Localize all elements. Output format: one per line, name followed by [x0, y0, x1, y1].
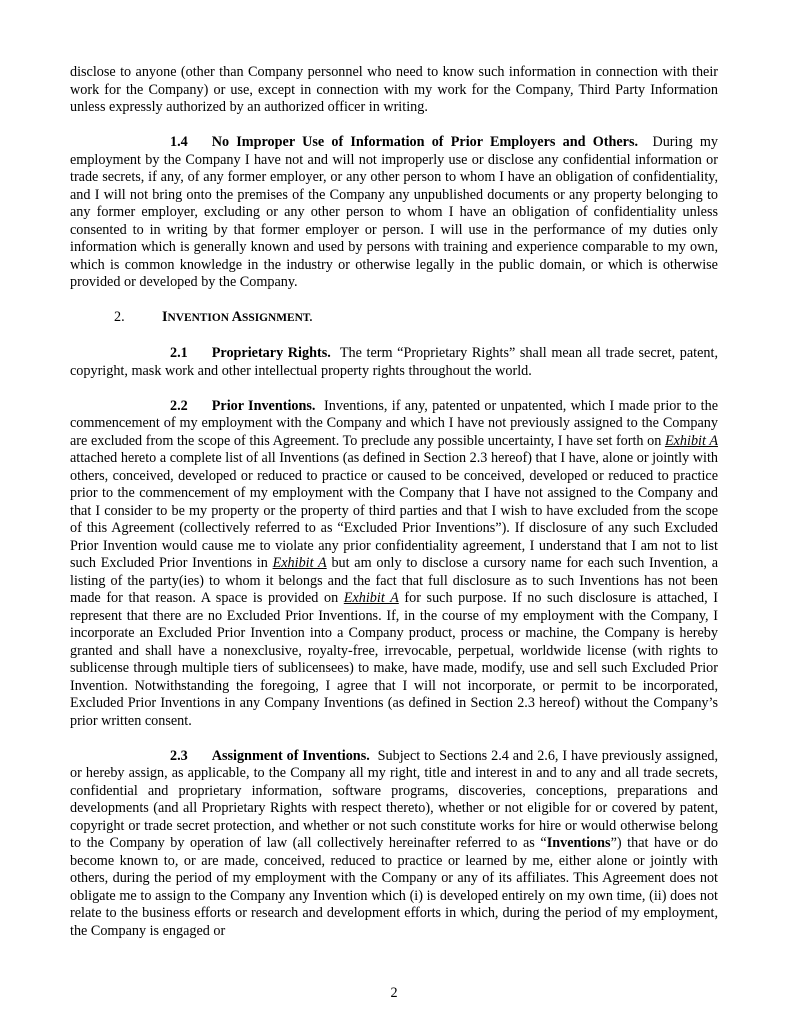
section-text: The term “Proprietary Rights” shall mean all trade secret, patent, copyright, mask work and other intellectual property rights throughout the world. [70, 345, 718, 379]
exhibit-a-reference: Exhibit A [664, 432, 718, 449]
section-2-3: 2.3 Assignment of Inventions. Subject to Sections 2.4 and 2.6, I have previously assigned, or hereby assign, as applicable, to the Company all my right, title and interest in and to any and all trade secrets, confidential and proprietary information, software programs, discoveries, conceptions, preparations and developments (and all Proprietary Rights with respect thereto), whether or not eligible for or covered by patent, copyright or trade secret protection, and whether or not such constitute works for hire or would otherwise belong to the Company by operation of law (all collectively hereinafter referred to as “Inventions”) that have or do become known to, or are made, conceived, reduced to practice or learned by me, either alone or jointly with others, during the period of my employment with the Company or any of its affiliates. This Agreement does not obligate me to assign to the Company any Invention which (i) is developed entirely on my own time, (ii) does not relate to the business efforts or research and development efforts in which, during the period of my employment, the Company is engaged or [70, 747, 719, 939]
defined-term: Inventions [546, 835, 611, 851]
section-number: 2.2 [170, 397, 188, 414]
section-heading: Assignment of Inventions. [211, 747, 370, 764]
section-number: 2.1 [170, 345, 188, 361]
document-page [70, 64, 718, 958]
page-number: 2 [390, 985, 398, 1001]
section-heading: Prior Inventions. [211, 397, 316, 414]
section-heading: Proprietary Rights. [211, 345, 331, 361]
section-2-1 [70, 345, 718, 380]
section-number: 2. [114, 309, 125, 325]
section-1-4 [70, 134, 718, 292]
section-number: 1.4 [170, 134, 188, 150]
exhibit-a-reference: Exhibit A [272, 555, 327, 571]
continuation-text: disclose to anyone (other than Company personnel who need to know such information in connection with their work for the Company) or use, except in connection with my work for the Company, Third Party Information unless expressly authorized by an authorized officer in writing. [70, 64, 718, 115]
section-text: During my employment by the Company I have not and will not improperly use or disclose any confidential information or trade secrets, if any, of any former employer, or any other person to whom I have an obligation of confidentiality, and I will not bring onto the premises of the Company any unpublished documents or any property belonging to any former employer, excluding or any other person to whom I have an obligation of confidentiality unless consented to in writing by that former employer or person. I will use in the performance of my duties only information which is generally known and used by persons with training and experience comparable to my own, which is common knowledge in the industry or otherwise legally in the public domain, or which is otherwise provided or developed by the Company. [70, 134, 719, 290]
section-heading: No Improper Use of Information of Prior Employers and Others. [211, 134, 639, 150]
section-2-title: 2. INVENTION ASSIGNMENT. [114, 309, 313, 325]
exhibit-a-reference: Exhibit A [343, 590, 399, 606]
section-2-2: 2.2 Prior Inventions. Inventions, if any, patented or unpatented, which I made prior to the commencement of my employment with the Company and which I have not previously assigned to the Company are excluded from the scope of this Agreement. To preclude any possible uncertainty, I have set forth on Exhibit A attached hereto a complete list of all Inventions (as defined in Section 2.3 hereof) that I have, alone or jointly with others, conceived, developed or reduced to practice or caused to be conceived, developed or reduced to practice prior to the commencement of my employment with the Company that I have not assigned to the Company and that I consider to be my property or the property of third parties and that I wish to have excluded from the scope of this Agreement (collectively referred to as “Excluded Prior Inventions”). If disclosure of any such Excluded Prior Invention would cause me to violate any prior confidentiality agreement, I understand that I am not to list such Excluded Prior Inventions in Exhibit A but am only to disclose a cursory name for each such Invention, a listing of the party(ies) to whom it belongs and the fact that full disclosure as to such Inventions has not been made for that reason. A space is provided on Exhibit A for such purpose. If no such disclosure is attached, I represent that there are no Excluded Prior Inventions. If, in the course of my employment with the Company, I incorporate an Excluded Prior Invention into a Company product, process or machine, the Company is hereby granted and shall have a nonexclusive, royalty-free, irrevocable, perpetual, worldwide license (with rights to sublicense through multiple tiers of sublicensees) to make, have made, modify, use and sell such Excluded Prior Invention. Notwithstanding the foregoing, I agree that I will not incorporate, or permit to be incorporated, Excluded Prior Inventions in any Company Inventions (as defined in Section 2.3 hereof) without the Company’s prior written consent. [70, 397, 719, 729]
section-number: 2.3 [170, 747, 188, 764]
continuation-paragraph [70, 64, 718, 117]
